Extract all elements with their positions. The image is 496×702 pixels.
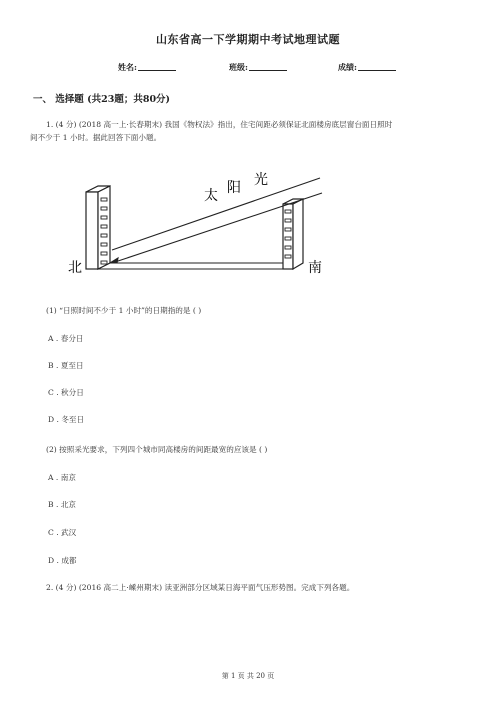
label-yang: 阳 bbox=[227, 180, 241, 196]
section-heading: 一、 选择题 (共23题；共80分) bbox=[33, 94, 171, 105]
class-field bbox=[229, 62, 287, 73]
name-label: 姓名: bbox=[118, 62, 137, 72]
subquestion-1-stem: (1) “日照时间不少于 1 小时”的日期指的是 ( ) bbox=[46, 306, 202, 315]
question-1-stem bbox=[30, 118, 466, 144]
sub1-option-c[interactable]: C . 秋分日 bbox=[48, 388, 84, 397]
score-blank[interactable] bbox=[358, 62, 396, 71]
page-title: 山东省高一下学期期中考试地理试题 bbox=[156, 33, 340, 46]
sunlight-figure bbox=[64, 168, 334, 280]
sub2-option-b[interactable]: B . 北京 bbox=[48, 500, 77, 509]
name-field bbox=[118, 62, 176, 73]
label-south: 南 bbox=[308, 260, 322, 276]
label-north: 北 bbox=[68, 260, 82, 276]
ground-plane bbox=[98, 263, 283, 269]
score-field bbox=[338, 62, 396, 73]
sub1-option-b[interactable]: B . 夏至日 bbox=[48, 361, 84, 370]
sub1-option-a[interactable]: A . 春分日 bbox=[48, 334, 84, 343]
question-1-line2: 间不少于 1 小时。据此回答下面小题。 bbox=[30, 133, 162, 142]
north-building bbox=[86, 186, 110, 269]
class-label: 班级: bbox=[229, 62, 248, 72]
question-2-stem: 2. (4 分) (2016 高二上·嵊州期末) 读亚洲部分区域某日海平面气压形势图。完成下列各题。 bbox=[46, 583, 355, 592]
class-blank[interactable] bbox=[249, 62, 287, 71]
sub1-option-d[interactable]: D . 冬至日 bbox=[48, 415, 85, 424]
south-building bbox=[283, 199, 303, 269]
label-tai: 太 bbox=[204, 188, 218, 204]
name-blank[interactable] bbox=[138, 62, 176, 71]
sub2-option-d[interactable]: D . 成都 bbox=[48, 556, 77, 565]
page-footer: 第 1 页 共 20 页 bbox=[221, 672, 275, 680]
label-guang: 光 bbox=[254, 172, 268, 188]
sub2-option-a[interactable]: A . 南京 bbox=[48, 473, 76, 482]
subquestion-2-stem: (2) 按照采光要求，下列四个城市同高楼房的间距最宽的应该是 ( ) bbox=[46, 445, 268, 454]
question-1-line1: 1. (4 分) (2018 高一上·长春期末) 我国《物权法》指出，住宅间距必须保证北面楼房底层窗台面日照时 bbox=[46, 120, 393, 129]
sub2-option-c[interactable]: C . 武汉 bbox=[48, 528, 77, 537]
score-label: 成绩: bbox=[338, 62, 357, 72]
